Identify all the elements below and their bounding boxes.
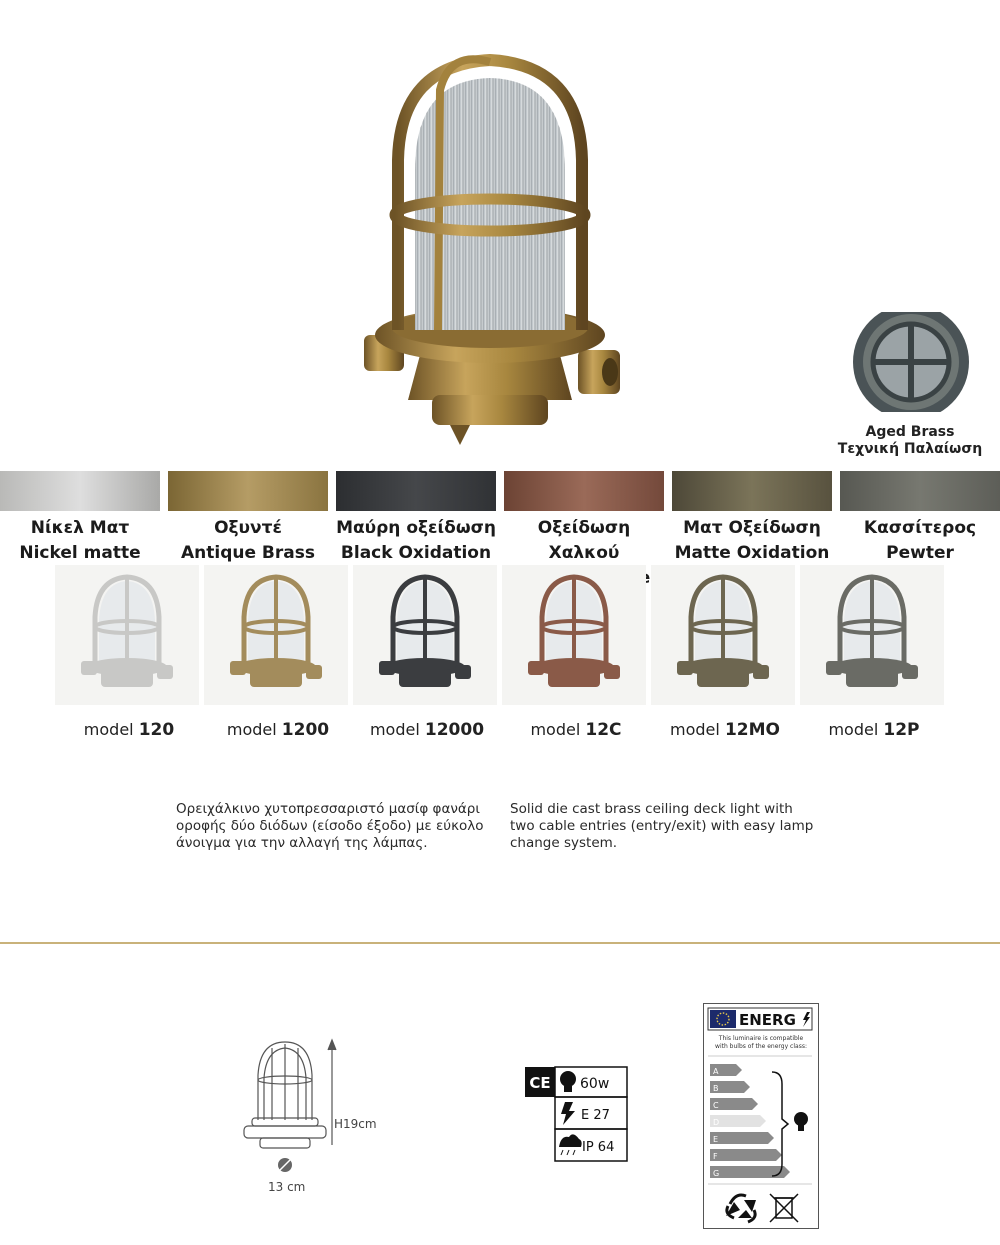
- finish-label-antique-brass: [164, 516, 332, 566]
- energy-class-label: D: [713, 1118, 720, 1127]
- desc-line: change system.: [510, 835, 618, 851]
- energy-class-label: E: [713, 1135, 719, 1144]
- energy-bulb-icon: [794, 1112, 808, 1131]
- energy-bar-e: [710, 1132, 774, 1144]
- finish-english: Matte Oxidation: [674, 543, 830, 563]
- finish-greek: Ματ Οξείδωση: [683, 518, 821, 538]
- finish-label-matte-oxidation: [668, 516, 836, 566]
- description-english: [510, 801, 813, 852]
- aged-brass-english: Aged Brass: [865, 424, 955, 440]
- energy-bar-f: [710, 1149, 782, 1161]
- energy-class-label: C: [713, 1101, 719, 1110]
- aged-brass-lamp-image: [848, 312, 974, 412]
- eu-flag-icon: [710, 1010, 736, 1028]
- finish-label-nickel: [0, 516, 164, 566]
- model-number: 12000: [424, 720, 485, 740]
- desc-line: two cable entries (entry/exit) with easy lamp: [510, 818, 814, 834]
- finish-greek: Οξείδωση Χαλκού: [537, 518, 631, 563]
- finish-english: Antique Brass: [181, 543, 315, 563]
- weee-bin-icon: [770, 1194, 798, 1222]
- finish-label-pewter: [836, 516, 1000, 566]
- hero-lamp-image: [340, 40, 640, 460]
- bulb-icon: [560, 1071, 576, 1092]
- swatch-antique-copper: [504, 471, 664, 511]
- swatch-matte-oxidation: [672, 471, 832, 511]
- model-number: 1200: [281, 720, 330, 740]
- ip-value: IP 64: [582, 1140, 615, 1155]
- desc-line: οροφής δύο διόδων (είσοδο έξοδο) με εύκολο: [176, 818, 484, 834]
- desc-line: Solid die cast brass ceiling deck light with: [510, 801, 793, 817]
- thumbnail-model-12mo: [651, 565, 795, 705]
- thumbnail-model-12p: [800, 565, 944, 705]
- finish-label-black-oxidation: [332, 516, 500, 566]
- energy-label-graphic: [704, 1004, 818, 1228]
- model-label-12c: [501, 720, 651, 740]
- energy-class-bars: [710, 1064, 790, 1178]
- finish-english: Nickel matte: [19, 543, 141, 563]
- model-label-120: [54, 720, 204, 740]
- energy-bar-g: [710, 1166, 790, 1178]
- model-prefix: model: [83, 720, 134, 739]
- swatch-pewter: [840, 471, 1000, 511]
- swatch-black-oxidation: [336, 471, 496, 511]
- swatch-nickel: [0, 471, 160, 511]
- energy-note-2: with bulbs of the energy class:: [715, 1043, 807, 1050]
- finish-greek: Κασσίτερος: [863, 518, 977, 538]
- model-prefix: model: [530, 720, 581, 739]
- energy-class-label: F: [713, 1152, 718, 1161]
- model-prefix: model: [369, 720, 420, 739]
- thumbnail-model-12c: [502, 565, 646, 705]
- section-divider: [0, 942, 1000, 944]
- model-number: 12MO: [724, 720, 780, 740]
- description-greek: [176, 801, 484, 852]
- model-number: 120: [138, 720, 175, 740]
- model-number: 12C: [585, 720, 622, 740]
- socket-value: E 27: [581, 1108, 610, 1123]
- swatch-antique-brass: [168, 471, 328, 511]
- energy-class-label: G: [713, 1169, 720, 1178]
- recycle-icon: [726, 1195, 756, 1222]
- model-number: 12P: [883, 720, 920, 740]
- spec-box: [525, 1065, 630, 1165]
- model-label-1200: [203, 720, 353, 740]
- lightning-icon: [561, 1102, 575, 1125]
- model-label-12000: [352, 720, 502, 740]
- model-prefix: model: [828, 720, 879, 739]
- model-label-12p: [799, 720, 949, 740]
- finish-english: Black Oxidation: [340, 543, 492, 563]
- finish-english: Pewter: [886, 543, 954, 563]
- ip-rating-icon: [559, 1134, 582, 1155]
- energy-label: [703, 1003, 819, 1229]
- model-label-12mo: [650, 720, 800, 740]
- finish-greek: Οξυντέ: [214, 518, 282, 538]
- energy-class-label: A: [713, 1067, 719, 1076]
- energy-class-label: B: [713, 1084, 719, 1093]
- desc-line: άνοιγμα για την αλλαγή της λάμπας.: [176, 835, 428, 851]
- energy-note-1: This luminaire is compatible: [718, 1035, 804, 1042]
- energy-title: ENERG: [739, 1011, 796, 1029]
- aged-brass-greek: Τεχνική Παλαίωση: [837, 441, 983, 457]
- desc-line: Ορειχάλκινο χυτοπρεσσαριστό μασίφ φανάρι: [176, 801, 480, 817]
- diameter-label: 13 cm: [268, 1180, 306, 1194]
- thumbnail-model-1200: [204, 565, 348, 705]
- model-prefix: model: [670, 720, 720, 739]
- dimensions-drawing: [240, 1030, 390, 1200]
- thumbnail-model-12000: [353, 565, 497, 705]
- ce-mark: CE: [529, 1074, 551, 1092]
- watt-value: 60w: [580, 1076, 610, 1092]
- thumbnail-model-120: [55, 565, 199, 705]
- finish-greek: Νίκελ Ματ: [30, 518, 130, 538]
- finish-greek: Μαύρη οξείδωση: [336, 518, 496, 538]
- height-label: H19cm: [334, 1117, 377, 1131]
- aged-brass-label: [820, 424, 1000, 458]
- model-prefix: model: [226, 720, 277, 739]
